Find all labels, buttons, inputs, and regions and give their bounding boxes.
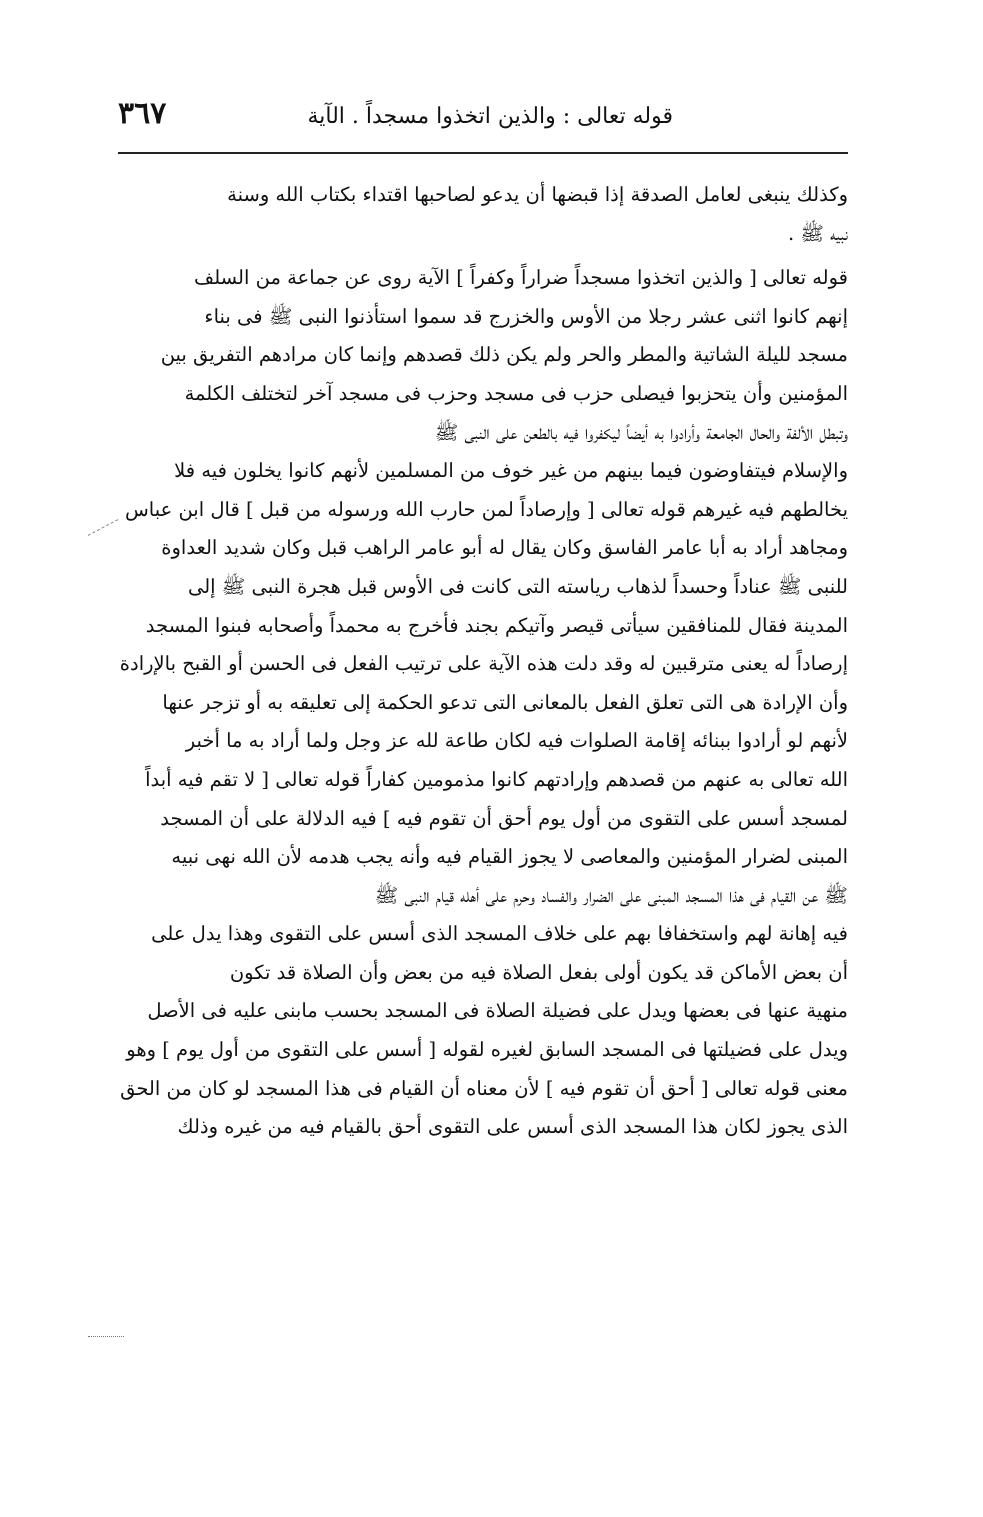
text-line: وتبطل الألفة والحال الجامعة وأرادوا به أيضاً ليكفروا فيه بالطعن على النبى ﷺ	[434, 420, 848, 444]
text-line: المبنى لضرار المؤمنين والمعاصى لا يجوز القيام فيه وأنه يجب هدمه لأن الله نهى نبيه	[171, 845, 848, 869]
scan-mark	[88, 519, 118, 536]
text-line: يخالطهم فيه غيرهم قوله تعالى [ وإرصاداً لمن حارب الله ورسوله من قبل ] قال ابن عباس	[124, 497, 848, 521]
text-line: الذى يجوز لكان هذا المسجد الذى أسس على التقوى أحق بالقيام فيه من غيره وذلك	[177, 1115, 848, 1139]
text-line: المؤمنين وأن يتحزبوا فيصلى حزب فى مسجد وحزب فى مسجد آخر لتختلف الكلمة	[184, 381, 848, 405]
text-line: ويدل على فضيلتها فى المسجد السابق لغيره لقوله [ أسس على التقوى من أول يوم ] وهو	[126, 1038, 848, 1062]
text-line: إرصاداً له يعنى مترقبين له وقد دلت هذه الآية على ترتيب الفعل فى الحسن أو القبح بالإرادة	[119, 652, 848, 676]
text-line: المدينة فقال للمنافقين سيأتى قيصر وآتيكم بجند فأخرج به محمداً وأصحابه فبنوا المسجد	[145, 613, 848, 637]
page-number: ٣٦٧	[118, 96, 167, 131]
text-line: قوله تعالى [ والذين اتخذوا مسجداً ضراراً وكفراً ] الآية روى عن جماعة من السلف	[194, 266, 848, 290]
scan-mark	[88, 1336, 124, 1337]
text-line: معنى قوله تعالى [ أحق أن تقوم فيه ] لأن معناه أن القيام فى هذا المسجد لو كان من الحق	[120, 1076, 848, 1100]
text-line: نبيه ﷺ .	[787, 221, 848, 245]
page-header	[118, 96, 848, 148]
text-line: إنهم كانوا اثنى عشر رجلا من الأوس والخزرج قد سموا استأذنوا النبى ﷺ فى بناء	[204, 304, 848, 328]
text-line: فيه إهانة لهم واستخفافا بهم على خلاف المسجد الذى أسس على التقوى وهذا يدل على	[151, 922, 848, 946]
text-line: أن بعض الأماكن قد يكون أولى بفعل الصلاة فيه من بعض وأن الصلاة قد تكون	[229, 960, 848, 984]
text-line: مسجد لليلة الشاتية والمطر والحر ولم يكن ذلك قصدهم وإنما كان مرادهم التفريق بين	[160, 343, 848, 367]
text-line: وكذلك ينبغى لعامل الصدقة إذا قبضها أن يدعو لصاحبها اقتداء بكتاب الله وسنة	[227, 183, 848, 206]
text-line: والإسلام فيتفاوضون فيما بينهم من غير خوف من المسلمين لأنهم كانوا يخلون فيه فلا	[174, 459, 848, 483]
text-line: للنبى ﷺ عناداً وحسداً لذهاب رياسته التى كانت فى الأوس قبل هجرة النبى ﷺ إلى	[187, 574, 848, 598]
text-line: لأنهم لو أرادوا ببنائه إقامة الصلوات فيه لكان طاعة لله عز وجل ولما أراد به ما أخبر	[185, 729, 848, 753]
text-line: الله تعالى به عنهم من قصدهم وإرادتهم كانوا مذمومين كفاراً قوله تعالى [ لا تقم فيه أبداً	[145, 767, 848, 791]
text-line: ﷺ عن القيام فى هذا المسجد المبنى على الضرار والفساد وحرم على أهله قيام النبى ﷺ	[374, 883, 848, 907]
text-line: ومجاهد أراد به أبا عامر الفاسق وكان يقال له أبو عامر الراهب قبل وكان شديد العداوة	[161, 536, 848, 560]
text-line: وأن الإرادة هى التى تعلق الفعل بالمعانى التى تدعو الحكمة إلى تعليقه به أو تزجر عنها	[162, 690, 848, 714]
header-rule	[118, 152, 848, 154]
running-title: قوله تعالى : والذين اتخذوا مسجداً . الآية	[307, 104, 673, 129]
body-text	[118, 176, 848, 1147]
text-line: لمسجد أسس على التقوى من أول يوم أحق أن تقوم فيه ] فيه الدلالة على أن المسجد	[160, 806, 848, 830]
text-line: منهية عنها فى بعضها ويدل على فضيلة الصلاة فى المسجد بحسب مابنى عليه فى الأصل	[147, 999, 848, 1023]
